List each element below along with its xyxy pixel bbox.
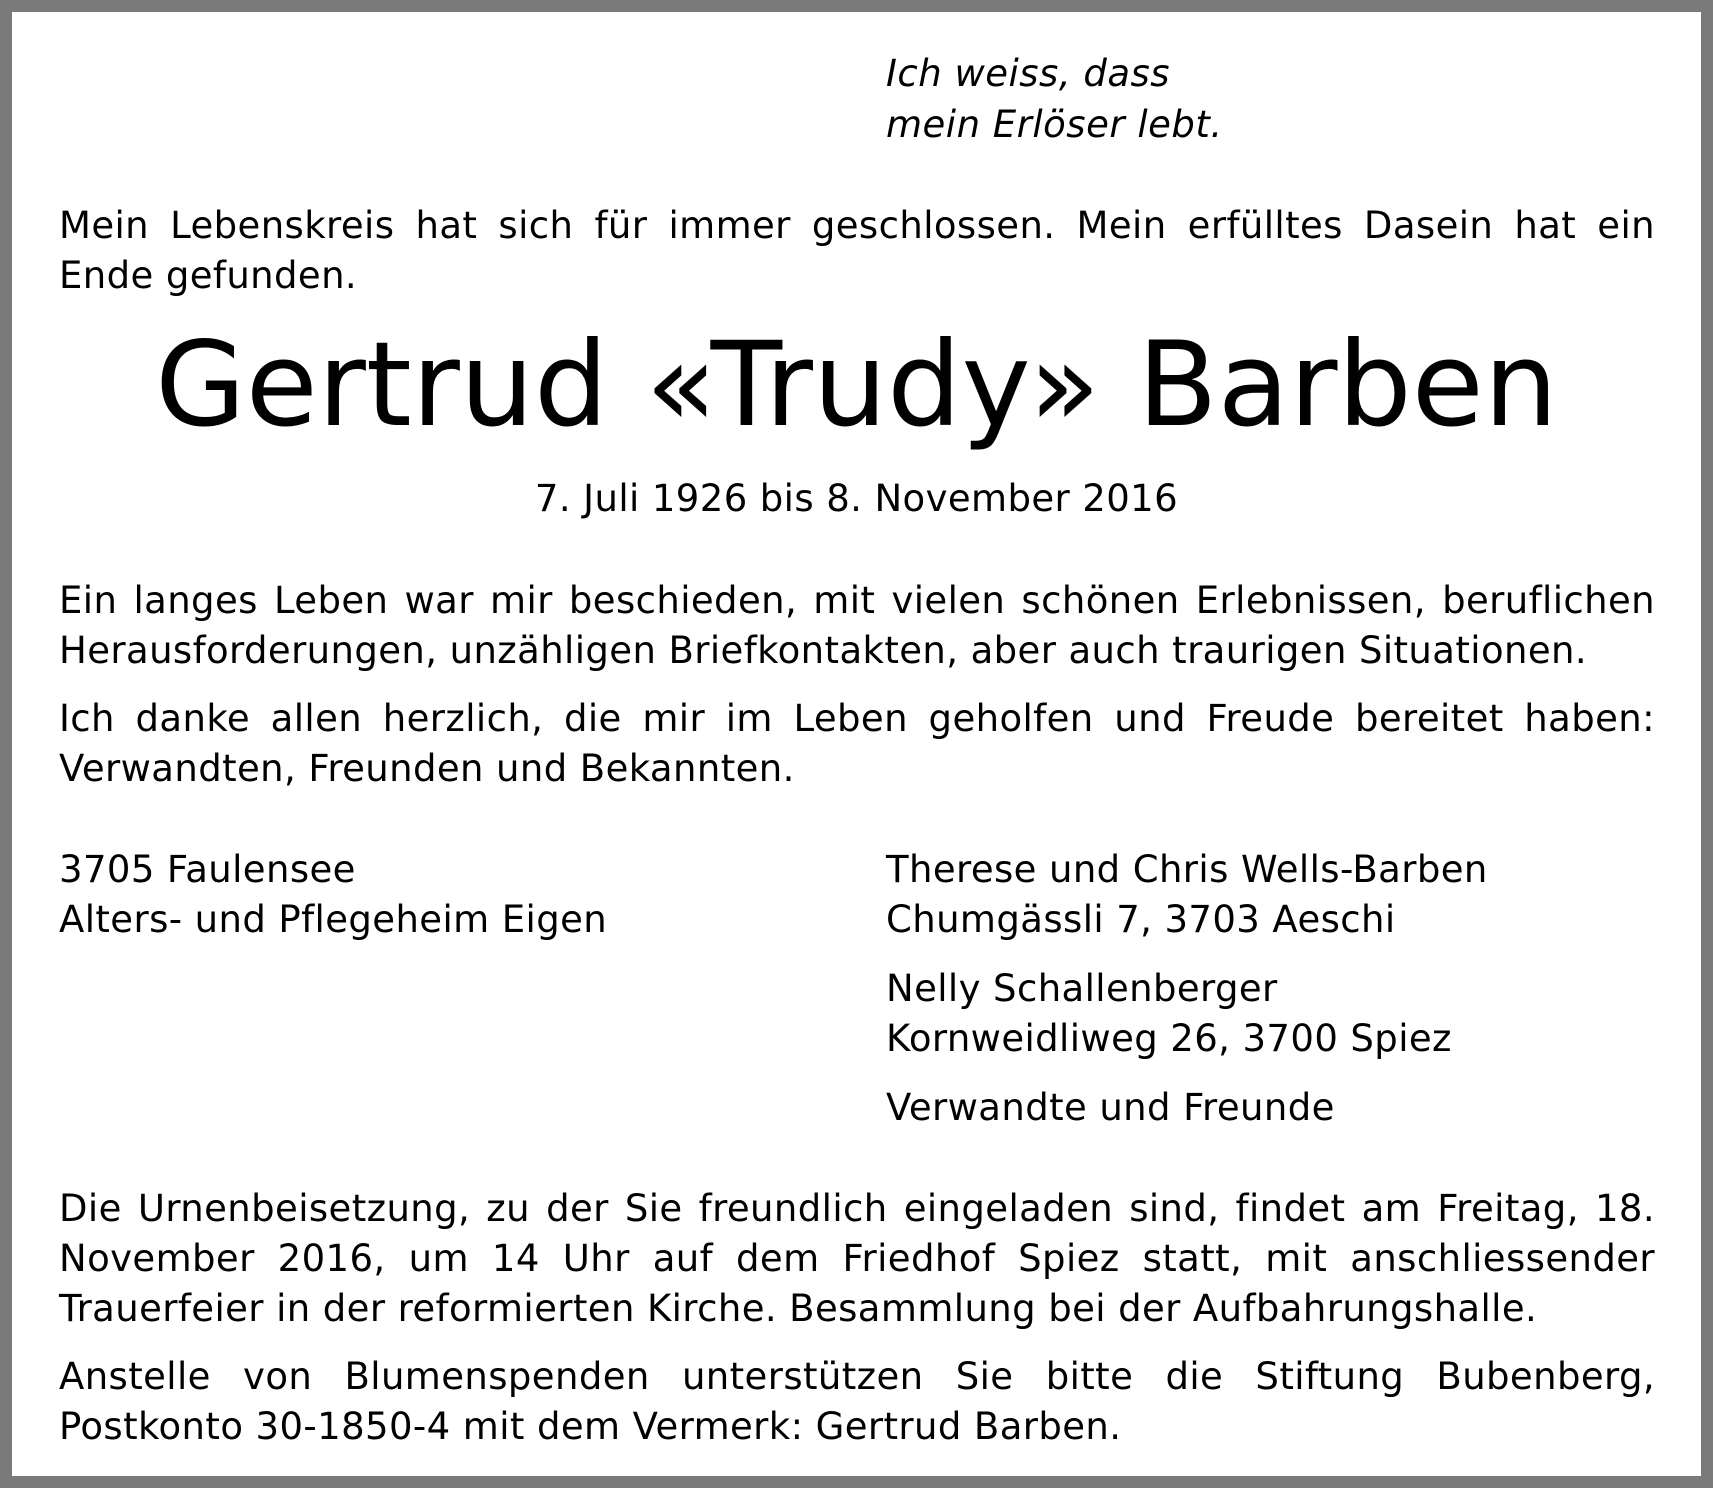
mourner-group-3 — [886, 1083, 1335, 1133]
residence-line-1: 3705 Faulensee — [59, 848, 356, 891]
motto-quote — [886, 48, 1223, 150]
mourner-2-address: Kornweidliweg 26, 3700 Spiez — [886, 1017, 1452, 1060]
residence-line-2: Alters- und Pflegeheim Eigen — [59, 898, 608, 941]
deceased-name: Gertrud «Trudy» Barben — [155, 316, 1558, 453]
residence-address — [59, 845, 607, 945]
funeral-notice: Die Urnenbeisetzung, zu der Sie freundlich eingeladen sind, findet am Freitag, 18. November 2016, um 14 Uhr auf dem Friedhof Spiez statt, mit anschliessender Trauerfeier in der reformierten Kirche. Besammlung bei der Aufbahrungshalle. — [59, 1187, 1655, 1330]
life-dates: 7. Juli 1926 bis 8. November 2016 — [534, 477, 1179, 520]
intro-text: Mein Lebenskreis hat sich für immer geschlossen. Mein erfülltes Dasein hat ein Ende gefunden. — [59, 204, 1655, 297]
life-paragraph: Ein langes Leben war mir beschieden, mit vielen schönen Erlebnissen, beruflichen Herausforderungen, unzähligen Briefkontakten, aber auch traurigen Situationen. — [59, 579, 1655, 672]
mourner-3-name: Verwandte und Freunde — [886, 1086, 1335, 1129]
motto-line-1: Ich weiss, dass — [886, 52, 1171, 95]
thanks-paragraph: Ich danke allen herzlich, die mir im Leben geholfen und Freude bereitet haben: Verwandten, Freunden und Bekannten. — [59, 697, 1655, 790]
mourner-1-name: Therese und Chris Wells-Barben — [886, 848, 1488, 891]
motto-line-2: mein Erlöser lebt. — [886, 103, 1223, 146]
mourner-group-2 — [886, 964, 1452, 1064]
donation-notice: Anstelle von Blumenspenden unterstützen Sie bitte die Stiftung Bubenberg, Postkonto 30-1850-4 mit dem Vermerk: Gertrud Barben. — [59, 1355, 1655, 1448]
mourner-group-1 — [886, 845, 1488, 945]
mourner-2-name: Nelly Schallenberger — [886, 967, 1278, 1010]
mourner-1-address: Chumgässli 7, 3703 Aeschi — [886, 898, 1396, 941]
obituary-notice — [12, 12, 1701, 1476]
